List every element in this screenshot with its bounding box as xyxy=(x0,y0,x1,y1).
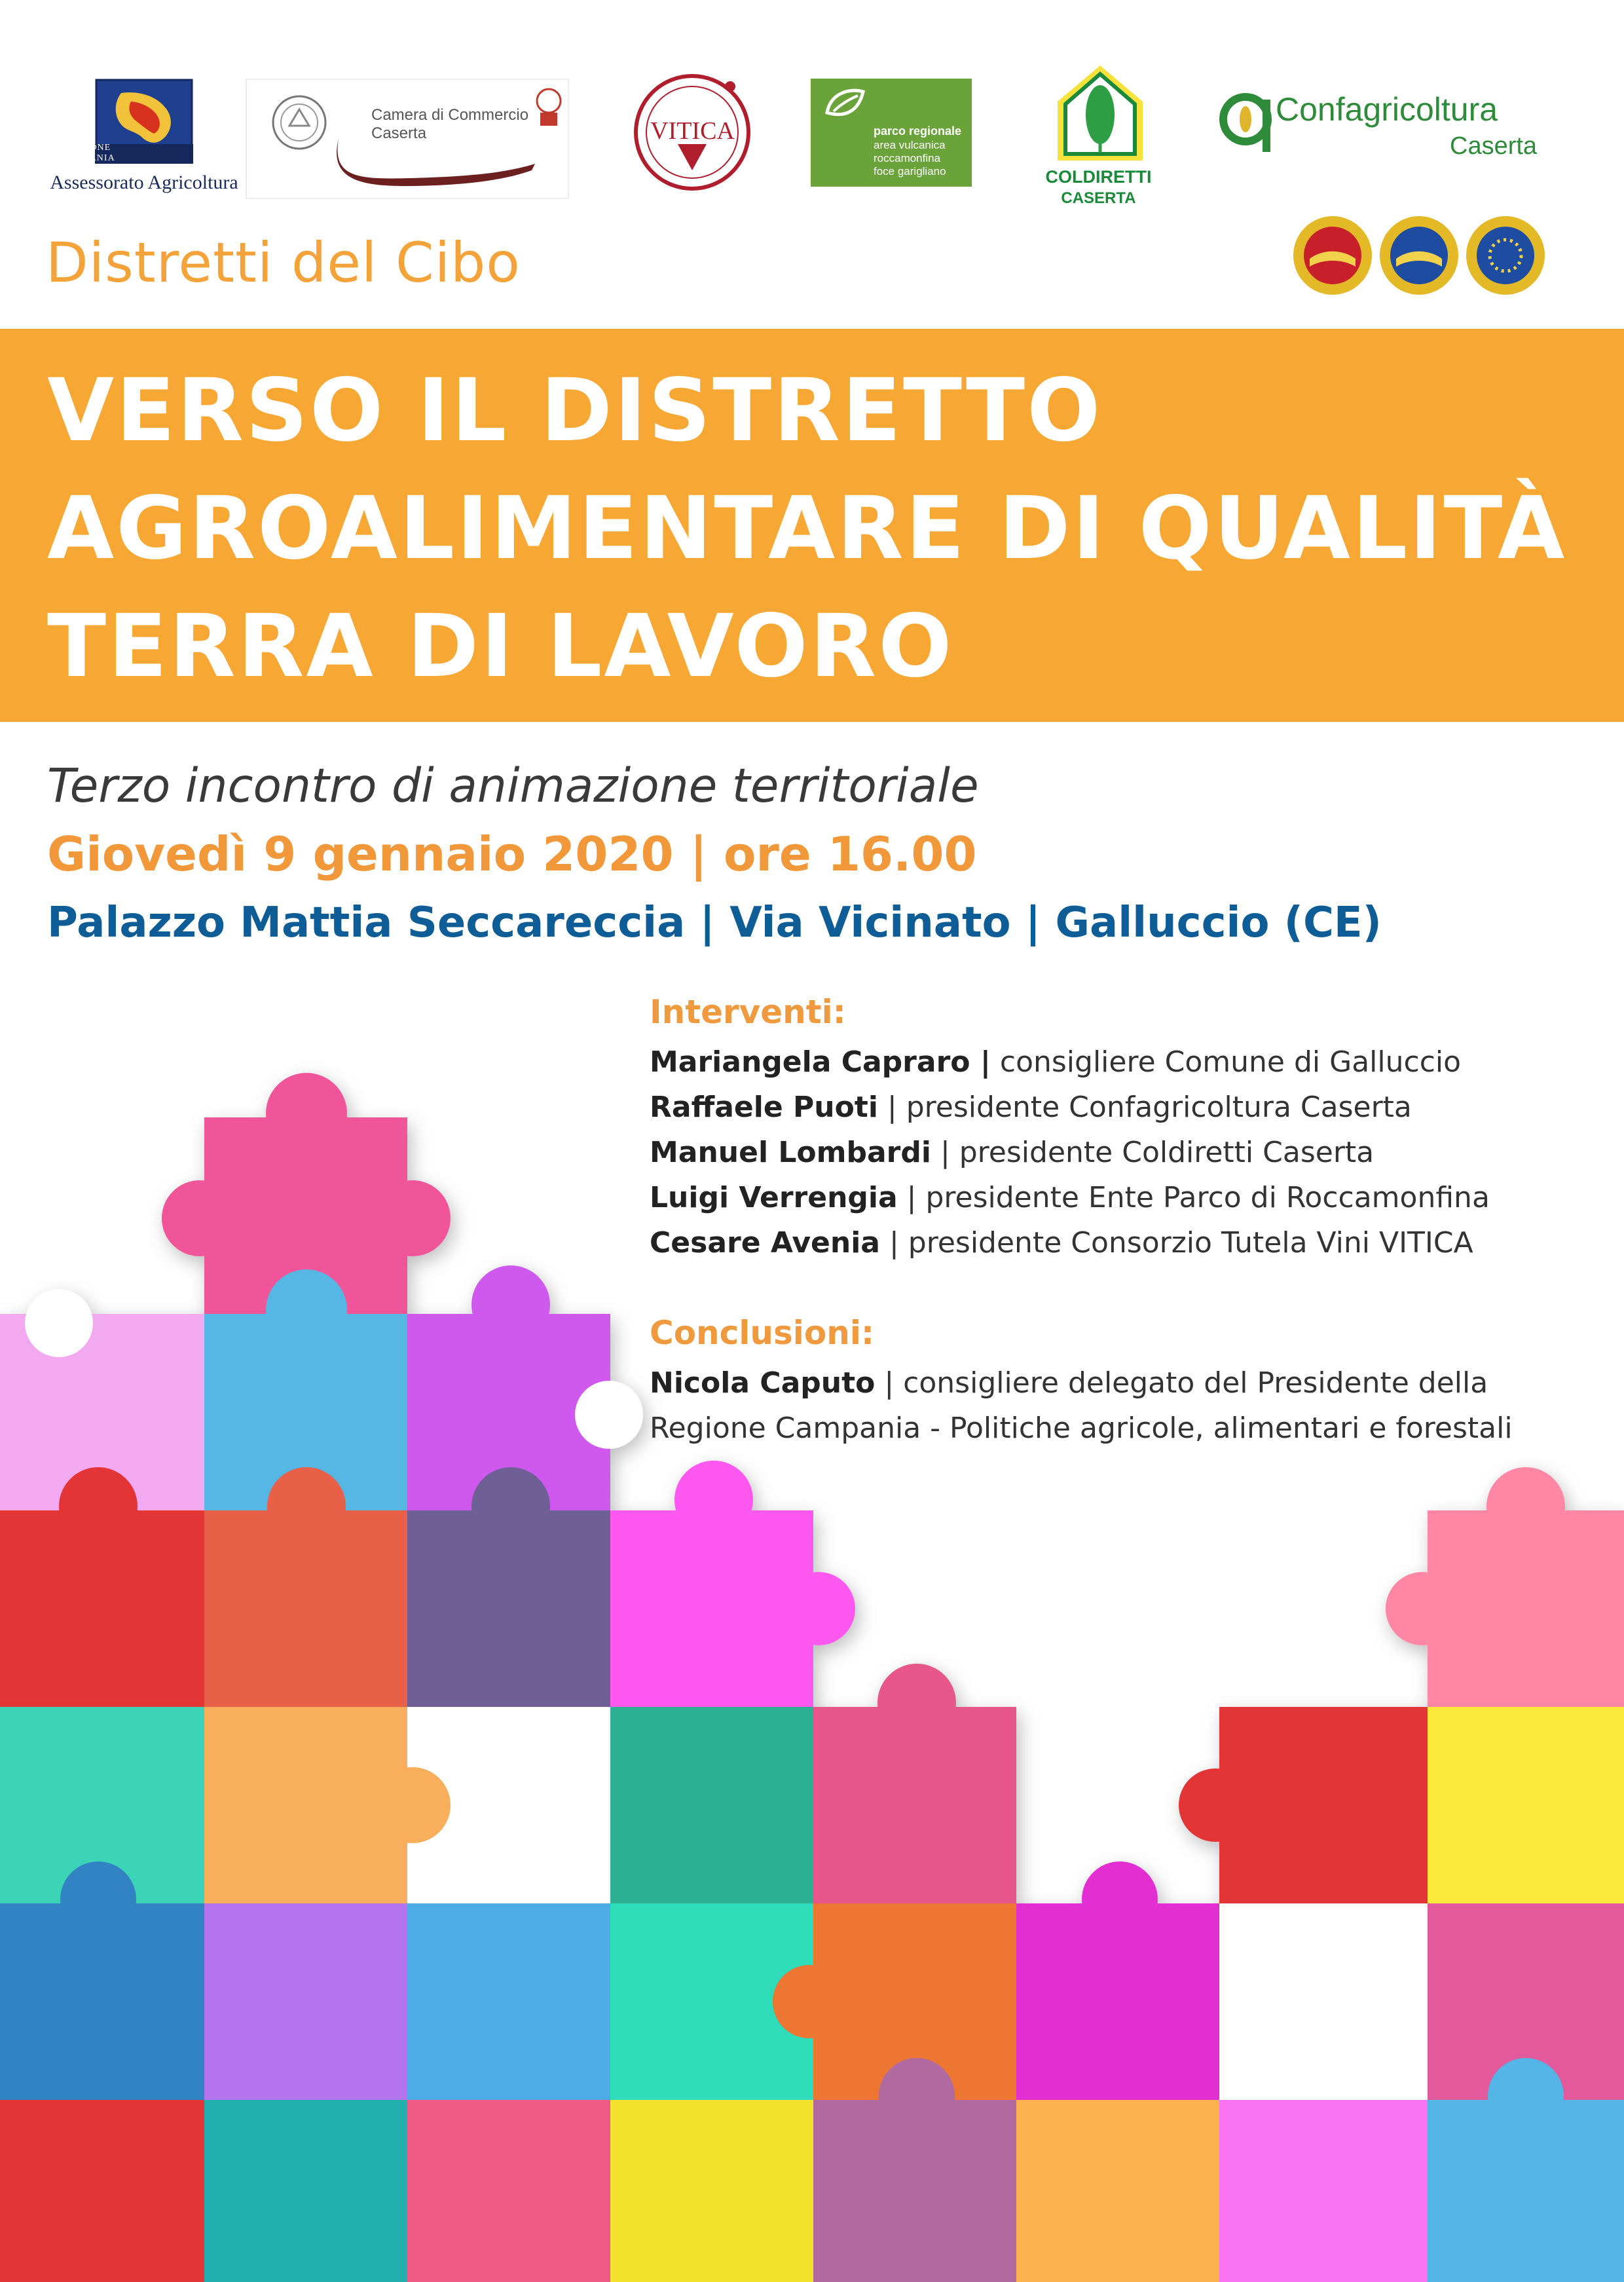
section-title: Distretti del Cibo xyxy=(46,231,521,295)
speaker-role: | presidente Consorzio Tutela Vini VITICA xyxy=(879,1226,1473,1260)
event-date: Giovedì 9 gennaio 2020 | ore 16.00 xyxy=(47,827,977,882)
confagricoltura-city: Caserta xyxy=(1450,132,1538,160)
speaker-name: Manuel Lombardi xyxy=(650,1136,931,1169)
interventi-heading: Interventi: xyxy=(650,993,846,1031)
conclusioni-name: Nicola Caputo xyxy=(650,1366,876,1400)
speaker-name: Raffaele Puoti xyxy=(650,1091,878,1124)
parco-line-2: roccamonfina xyxy=(874,152,941,164)
dop-igp-stg-seals-icon xyxy=(1293,213,1555,298)
speaker-role: | presidente Ente Parco di Roccamonfina xyxy=(897,1181,1490,1214)
logo-parco-regionale xyxy=(811,79,972,187)
coldiretti-wheat-icon xyxy=(1051,62,1149,167)
parco-leaf-icon xyxy=(824,86,870,126)
event-subtitle: Terzo incontro di animazione territoriale xyxy=(47,758,979,813)
camera-seal-icon xyxy=(270,93,329,152)
camera-city: Caserta xyxy=(371,124,427,142)
speaker-name: Cesare Avenia xyxy=(650,1226,880,1260)
parco-line-3: foce garigliano xyxy=(874,165,946,178)
regione-emblem-text: REGIONE CAMPANIA xyxy=(62,143,115,163)
confagricoltura-mark-icon xyxy=(1218,85,1277,157)
title-banner xyxy=(0,329,1624,722)
title-line-3: TERRA DI LAVORO xyxy=(47,596,954,697)
speaker-role: | presidente Confagricoltura Caserta xyxy=(877,1091,1412,1124)
speaker-item xyxy=(650,1091,1412,1124)
speaker-item xyxy=(650,1045,1461,1079)
speaker-item xyxy=(650,1226,1473,1260)
coldiretti-city: CASERTA xyxy=(1061,189,1136,207)
title-line-2: AGROALIMENTARE DI QUALITÀ xyxy=(47,478,1567,579)
coldiretti-name: COLDIRETTI xyxy=(1045,167,1152,187)
vitica-label: VITICA xyxy=(650,117,735,145)
camera-title: Camera di Commercio xyxy=(371,106,529,124)
confagricoltura-name: Confagricoltura xyxy=(1276,91,1498,128)
parco-title: parco regionale xyxy=(874,124,962,138)
conclusioni-role: | consigliere delegato del Presidente della xyxy=(875,1366,1488,1400)
title-line-1: VERSO IL DISTRETTO xyxy=(47,360,1103,461)
speaker-name: Mariangela Capraro | xyxy=(650,1045,991,1079)
event-place: Palazzo Mattia Seccareccia | Via Vicinato | Galluccio (CE) xyxy=(47,899,1382,947)
regione-caption: Assessorato Agricoltura xyxy=(50,172,238,193)
conclusioni-heading: Conclusioni: xyxy=(650,1314,874,1352)
gcerti-badge-icon xyxy=(535,88,563,127)
speaker-role: consigliere Comune di Galluccio xyxy=(990,1045,1462,1079)
logo-regione-campania xyxy=(39,72,249,203)
speaker-item xyxy=(650,1181,1490,1214)
logo-camera-commercio xyxy=(246,79,569,199)
conclusioni-line-1 xyxy=(650,1366,1488,1400)
speaker-item xyxy=(650,1136,1374,1169)
logo-vitica xyxy=(632,72,753,193)
quality-seals xyxy=(1293,213,1555,298)
conclusioni-line-2: Regione Campania - Politiche agricole, alimentari e forestali xyxy=(650,1412,1513,1445)
speaker-role: | presidente Coldiretti Caserta xyxy=(931,1136,1375,1169)
logo-coldiretti xyxy=(1038,62,1159,213)
camera-swoosh-icon xyxy=(332,132,542,188)
logo-confagricoltura xyxy=(1218,85,1559,170)
speaker-name: Luigi Verrengia xyxy=(650,1181,898,1214)
parco-line-1: area vulcanica xyxy=(874,139,946,151)
